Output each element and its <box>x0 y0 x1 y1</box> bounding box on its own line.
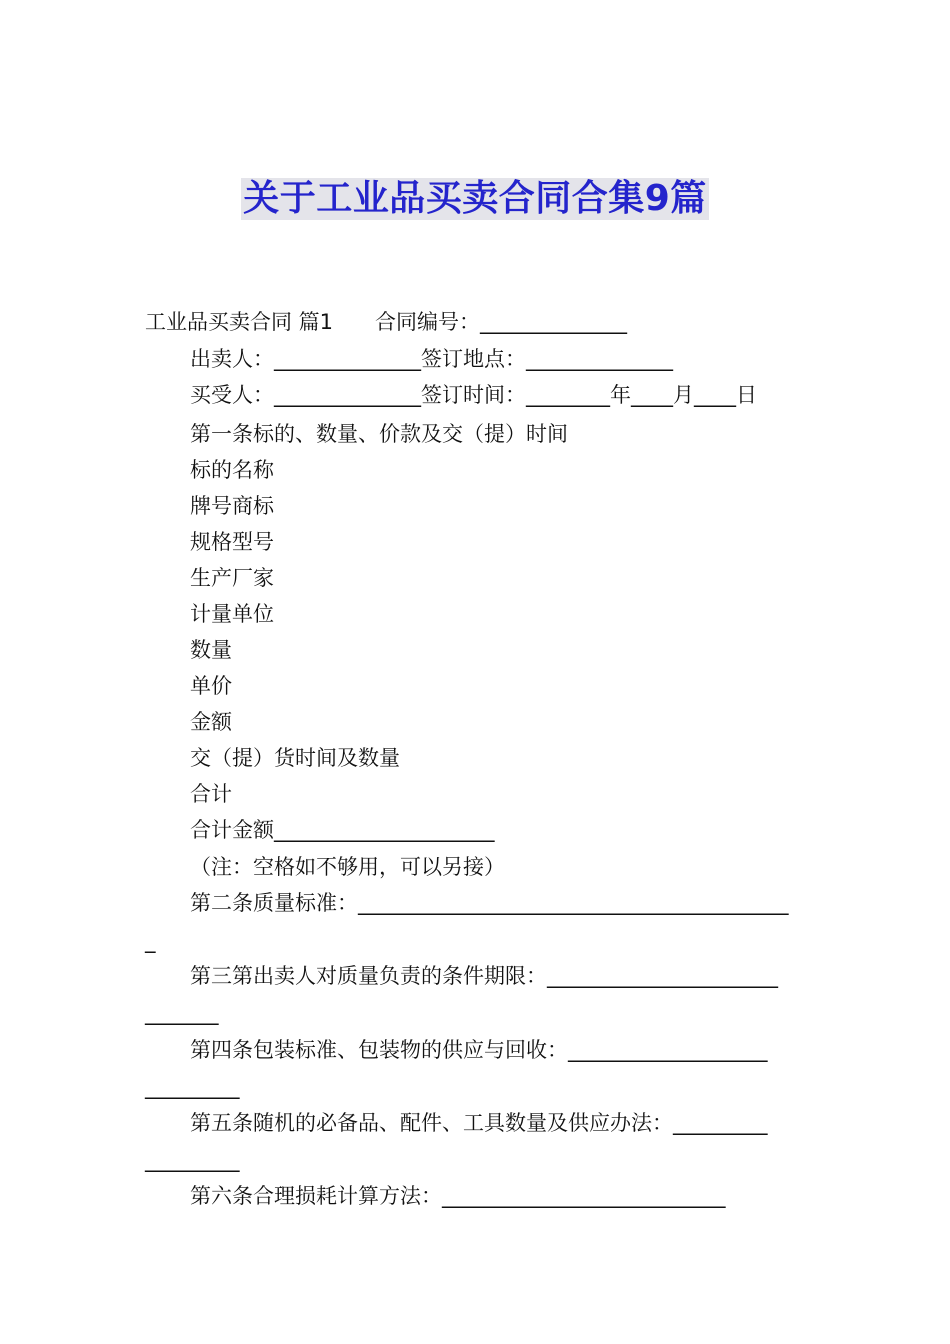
seller-line: 出卖人：______________签订地点：______________ <box>190 347 673 371</box>
field-total: 合计 <box>190 782 232 806</box>
article-4: 第四条包装标准、包装物的供应与回收：___________________ <box>190 1038 768 1062</box>
field-unit-price: 单价 <box>190 674 232 698</box>
field-delivery-time: 交（提）货时间及数量 <box>190 746 400 770</box>
contract-heading-line: 工业品买卖合同 篇1 合同编号：______________ <box>145 310 628 334</box>
article-3-continuation: _______ <box>145 1001 219 1025</box>
field-total-amount: 合计金额_____________________ <box>190 818 495 842</box>
field-unit: 计量单位 <box>190 602 274 626</box>
field-manufacturer: 生产厂家 <box>190 566 274 590</box>
title-container <box>0 178 950 220</box>
article-4-continuation: _________ <box>145 1075 240 1099</box>
field-model: 规格型号 <box>190 530 274 554</box>
note-line: （注：空格如不够用，可以另接） <box>190 855 505 879</box>
buyer-line: 买受人：______________签订时间：________年____月____日 <box>190 383 757 407</box>
article-2-continuation: _ <box>145 929 156 953</box>
article-2: 第二条质量标准：_________________________________________ <box>190 891 789 915</box>
field-amount: 金额 <box>190 710 232 734</box>
document-title: 关于工业品买卖合同合集9篇 <box>243 178 707 219</box>
field-quantity: 数量 <box>190 638 232 662</box>
article-3: 第三第出卖人对质量负责的条件期限：______________________ <box>190 964 778 988</box>
article-5: 第五条随机的必备品、配件、工具数量及供应办法：_________ <box>190 1111 768 1135</box>
field-brand: 牌号商标 <box>190 494 274 518</box>
article-5-continuation: _________ <box>145 1148 240 1172</box>
article-6: 第六条合理损耗计算方法：___________________________ <box>190 1184 726 1208</box>
field-subject-name: 标的名称 <box>190 458 274 482</box>
article-1-heading: 第一条标的、数量、价款及交（提）时间 <box>190 422 568 446</box>
